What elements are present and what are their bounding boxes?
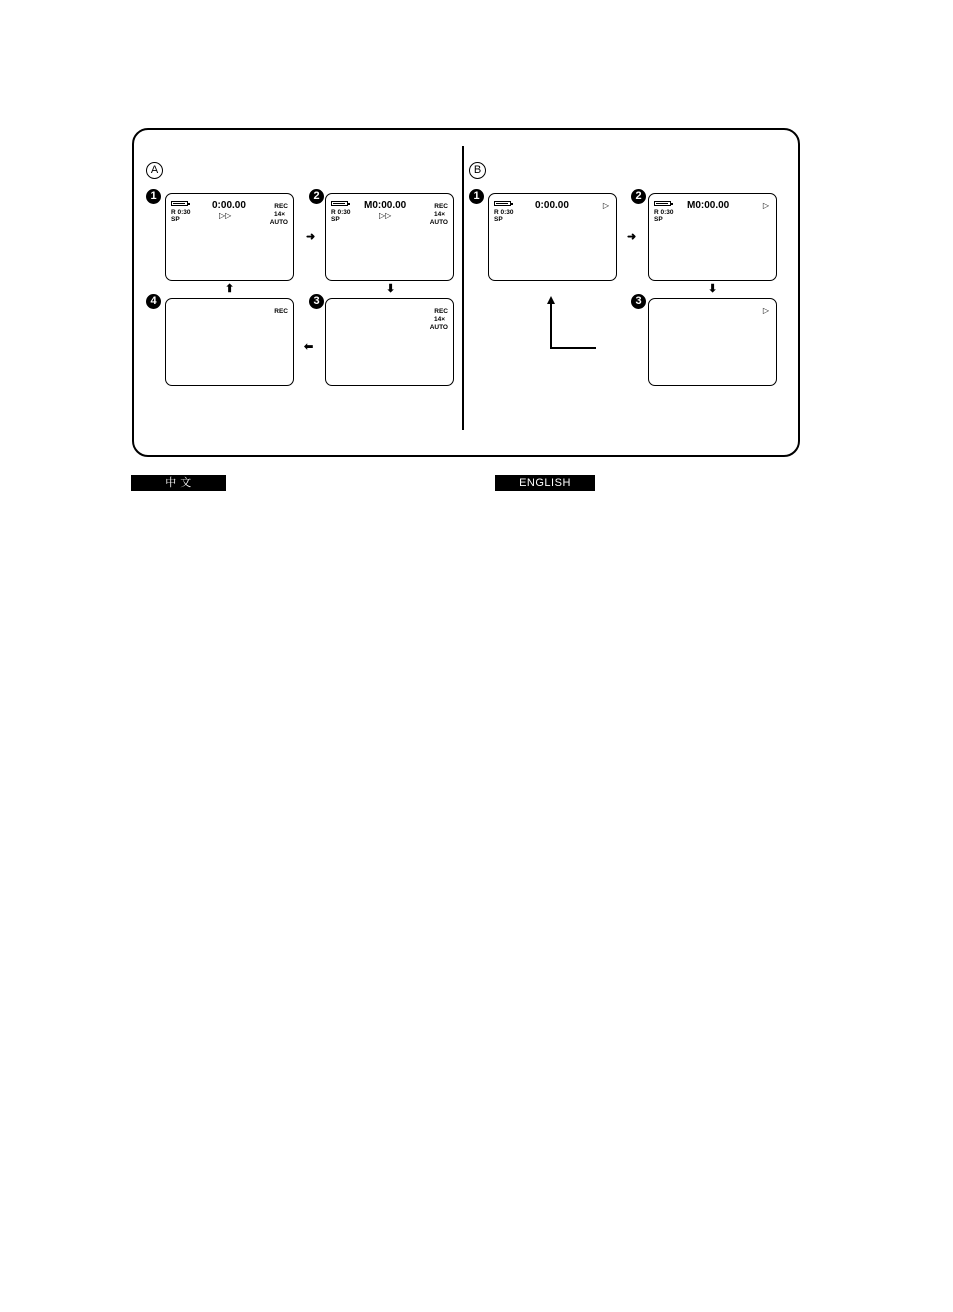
step-2-badge: 2 <box>309 189 324 204</box>
zoom-indicator: 14× <box>273 211 285 218</box>
memory-counter: M0:00.00 <box>687 200 730 211</box>
tape-speed: SP <box>171 216 180 223</box>
panel-a-label: A <box>146 162 163 179</box>
panel-divider <box>462 146 464 430</box>
rec-indicator: REC <box>274 203 288 210</box>
viewfinder-screen-b3 <box>648 298 777 386</box>
play-icon: ▷ <box>762 201 769 210</box>
rec-indicator: REC <box>274 308 288 315</box>
step-4-badge: 4 <box>146 294 161 309</box>
return-arrow-icon <box>547 296 555 304</box>
viewfinder-screen-a3 <box>325 298 454 386</box>
battery-icon <box>494 201 511 206</box>
tape-remaining: R 0:30 <box>654 209 674 216</box>
auto-indicator: AUTO <box>429 324 448 331</box>
play-icon: ▷ <box>602 201 609 210</box>
tape-remaining: R 0:30 <box>331 209 351 216</box>
tape-speed: SP <box>331 216 340 223</box>
rec-indicator: REC <box>434 308 448 315</box>
auto-indicator: AUTO <box>429 219 448 226</box>
battery-icon <box>654 201 671 206</box>
arrow-down-icon: ⬇ <box>386 283 396 295</box>
battery-icon <box>331 201 348 206</box>
tape-counter: 0:00.00 <box>535 200 569 211</box>
language-tab-chinese: 中 文 <box>131 475 226 491</box>
arrow-up-icon: ⬆ <box>225 283 235 295</box>
tape-remaining: R 0:30 <box>494 209 514 216</box>
viewfinder-screen-b1 <box>488 193 617 281</box>
step-2-badge: 2 <box>631 189 646 204</box>
tape-counter: 0:00.00 <box>212 200 246 211</box>
zoom-indicator: 14× <box>433 211 445 218</box>
play-icon: ▷ <box>762 306 769 315</box>
viewfinder-screen-a4 <box>165 298 294 386</box>
tape-speed: SP <box>654 216 663 223</box>
language-tab-english: ENGLISH <box>495 475 595 491</box>
auto-indicator: AUTO <box>269 219 288 226</box>
fast-forward-icon: ▷▷ <box>219 211 232 220</box>
viewfinder-screen-a1 <box>165 193 294 281</box>
memory-counter: M0:00.00 <box>364 200 407 211</box>
zoom-indicator: 14× <box>433 316 445 323</box>
battery-icon <box>171 201 188 206</box>
arrow-right-icon: ➜ <box>627 231 637 243</box>
arrow-left-icon: ⬅ <box>304 341 314 353</box>
arrow-right-icon: ➜ <box>306 231 316 243</box>
step-3-badge: 3 <box>309 294 324 309</box>
tape-speed: SP <box>494 216 503 223</box>
step-1-badge: 1 <box>146 189 161 204</box>
panel-b-label: B <box>469 162 486 179</box>
viewfinder-screen-a2 <box>325 193 454 281</box>
tape-remaining: R 0:30 <box>171 209 191 216</box>
return-arrow-vertical <box>550 304 552 348</box>
rec-indicator: REC <box>434 203 448 210</box>
fast-forward-icon: ▷▷ <box>379 211 392 220</box>
arrow-down-icon: ⬇ <box>708 283 718 295</box>
step-3-badge: 3 <box>631 294 646 309</box>
viewfinder-screen-b2 <box>648 193 777 281</box>
step-1-badge: 1 <box>469 189 484 204</box>
return-arrow-horizontal <box>550 347 596 349</box>
